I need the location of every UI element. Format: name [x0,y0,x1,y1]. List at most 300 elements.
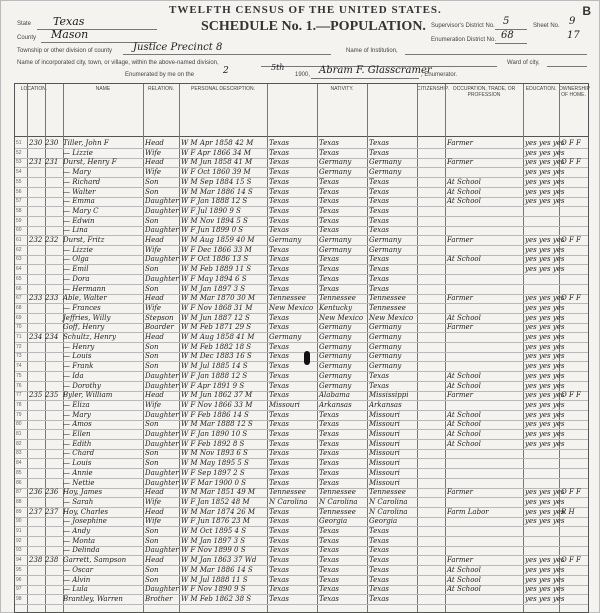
cell-name: — Emma [63,197,95,206]
cell-edu: yes yes yes [525,245,565,254]
cell-desc: W M May 1895 5 S [181,459,249,468]
cell-place: Texas [269,342,289,351]
cell-line: 77 [16,392,22,399]
cell-line: 81 [16,431,22,437]
cell-house: 231 [29,158,43,167]
cell-desc: W M Mar 1888 12 S [181,420,253,429]
cell-occ: At School [447,430,481,438]
cell-place: Texas [269,352,289,361]
cell-place: Texas [269,139,289,147]
cell-desc: W F Mar 1900 0 S [181,478,246,487]
cell-line: 91 [16,528,22,534]
cell-place: Texas [269,556,289,565]
cell-rel: Head [145,507,164,516]
cell-line: 78 [16,401,22,408]
cell-mother: Texas [369,565,389,574]
cell-line: 71 [16,334,22,340]
cell-rel: Head [145,488,164,497]
cell-place: Texas [269,313,289,322]
table-row [15,556,588,565]
cell-line: 75 [16,372,22,379]
cell-line: 85 [16,469,22,476]
cell-desc: W F Oct 1886 13 S [181,255,249,264]
cell-rel: Son [145,449,159,458]
cell-mother: Texas [369,206,389,215]
cell-place: Texas [269,546,289,555]
cell-place: Texas [269,468,289,477]
enumerator-line [311,78,419,79]
cell-desc: W M Mar 1874 26 M [181,507,256,516]
cell-place: Texas [269,255,289,264]
cell-father: Texas [319,478,339,487]
cell-place: Texas [269,565,289,574]
cell-place: Texas [269,507,289,516]
table-row [15,149,588,158]
cell-rel: Daughter [145,430,179,438]
cell-edu: yes yes yes [525,565,565,574]
cell-occ: At School [447,585,481,594]
table-row [15,246,588,255]
cell-name: — Ellen [63,430,91,438]
group-personal: PERSONAL DESCRIPTION. [191,86,255,92]
institution-label: Name of Institution, [346,48,398,54]
cell-rel: Head [145,294,164,303]
cell-desc: W F Sep 1897 2 S [181,468,245,477]
cell-rel: Head [145,333,164,341]
cell-rel: Daughter [145,478,179,487]
cell-place: Texas [269,197,289,206]
cell-mother: Missouri [369,468,400,477]
ward-line [547,66,587,67]
cell-line: 95 [16,566,22,573]
cell-rel: Head [145,139,164,147]
cell-occ: Farmer [447,323,474,332]
county-label: County [17,35,37,41]
cell-father: Texas [319,148,339,157]
cell-occ: At School [447,255,481,264]
cell-rel: Daughter [145,439,179,448]
cell-place: Texas [269,527,289,535]
cell-name: — Monta [63,536,96,545]
cell-place: Texas [269,536,289,545]
cell-fam: 235 [45,391,59,400]
cell-mother: N Carolina [369,497,408,506]
cell-desc: W F Nov 1890 9 S [181,585,246,594]
cell-place: Texas [269,158,289,167]
cell-rel: Son [145,575,159,584]
table-row [15,314,588,323]
cell-father: N Carolina [319,497,358,506]
cell-name: — Delinda [63,546,100,555]
cell-line: 93 [16,547,22,554]
cell-name: — Mary [63,410,91,419]
cell-rel: Son [145,362,159,371]
cell-own: O F F [561,139,581,147]
table-header [15,84,588,137]
cell-father: Texas [319,274,339,283]
cell-edu: yes yes yes [525,158,565,167]
table-row [15,517,588,526]
cell-desc: W F Jun 1899 0 S [181,226,244,235]
township-line [123,54,331,55]
cell-name: — Walter [63,187,96,196]
cell-edu: yes yes yes [525,391,565,400]
cell-line: 97 [16,586,22,593]
cell-line: 98 [16,595,22,602]
cell-rel: Wife [145,303,162,312]
cell-desc: W F Jan 1852 48 M [181,497,250,506]
cell-rel: Daughter [145,226,179,235]
cell-edu: yes yes yes [525,362,565,371]
cell-desc: W M Dec 1883 16 S [181,352,252,361]
cell-fam: 234 [45,333,59,341]
group-education: EDUCATION. [525,86,557,92]
cell-line: 67 [16,295,22,302]
cell-mother: Missouri [369,449,400,458]
cell-line: 56 [16,188,22,195]
sheet-no-label: Sheet No. [533,23,560,29]
cell-place: Texas [269,226,289,235]
cell-place: Texas [269,284,289,293]
cell-desc: W F Nov 1899 0 S [181,546,246,555]
cell-rel: Son [145,216,159,225]
enumerated-label: Enumerated by me on the [125,72,195,78]
cell-desc: W M Nov 1894 5 S [181,216,248,225]
cell-line: 54 [16,169,22,176]
cell-line: 69 [16,314,22,321]
cell-mother: Tennessee [369,294,406,303]
cell-desc: W M Jun 1862 37 M [181,391,253,400]
cell-father: Kentucky [319,303,353,312]
ward-label: Ward of city, [507,60,540,66]
cell-mother: New Mexico [369,313,414,322]
cell-rel: Son [145,459,159,468]
cell-house: 237 [29,507,43,516]
cell-fam: 231 [45,158,59,167]
cell-name: — Ida [63,371,84,380]
cell-place: Texas [269,449,289,458]
census-table [14,83,589,613]
cell-place: Texas [269,168,289,177]
table-row [15,139,588,148]
cell-mother: Germany [369,323,402,332]
cell-mother: Missouri [369,439,400,448]
cell-father: Texas [319,439,339,448]
table-row [15,207,588,216]
cell-line: 60 [16,227,22,234]
cell-place: Texas [269,371,289,380]
cell-name: — Nettie [63,478,95,487]
cell-desc: W M Jan 1897 3 S [181,536,246,545]
enumerated-year: 1900, [295,72,311,78]
table-row [15,275,588,284]
cell-edu: yes yes yes [525,410,565,419]
cell-name: — Sarah [63,497,94,506]
cell-father: Texas [319,430,339,438]
cell-line: 89 [16,508,22,515]
cell-place: Texas [269,206,289,215]
cell-place: Texas [269,410,289,419]
cell-mother: Missouri [369,410,400,419]
cell-place: New Mexico [269,303,314,312]
cell-name: — Chard [63,449,95,458]
cell-line: 55 [16,178,22,185]
cell-father: Texas [319,216,339,225]
cell-father: Germany [319,333,352,341]
cell-name: — Lizzie [63,148,93,157]
cell-place: Germany [269,236,302,244]
cell-father: Tennessee [319,507,356,516]
cell-father: Texas [319,187,339,196]
cell-line: 53 [16,159,22,166]
cell-name: Durst, Henry F [63,158,117,167]
cell-father: Texas [319,197,339,206]
table-row [15,576,588,585]
table-row [15,459,588,468]
cell-rel: Stepson [145,313,174,322]
cell-name: Byler, William [63,391,113,400]
table-row [15,178,588,187]
cell-edu: yes yes yes [525,517,565,526]
cell-mother: Missouri [369,420,400,429]
cell-line: 88 [16,498,22,505]
cell-name: — Lina [63,226,88,235]
cell-desc: W M Jan 1897 3 S [181,284,246,293]
cell-occ: Farmer [447,158,474,167]
cell-mother: Germany [369,245,402,254]
cell-rel: Wife [145,245,162,254]
cell-rel: Daughter [145,585,179,594]
cell-mother: Texas [369,197,389,206]
cell-fam: 237 [45,507,59,516]
table-row [15,304,588,313]
cell-father: Texas [319,565,339,574]
cell-desc: W F Nov 1866 33 M [181,400,253,409]
table-row [15,537,588,546]
cell-name: — Oscar [63,565,93,574]
cell-mother: N Carolina [369,507,408,516]
cell-desc: W F Dec 1866 33 M [181,245,252,254]
table-row [15,333,588,342]
cell-line: 66 [16,285,22,292]
cell-line: 87 [16,489,22,496]
cell-name: — Dorothy [63,381,101,390]
cell-mother: Texas [369,284,389,293]
table-row [15,430,588,439]
cell-desc: W M Jan 1863 37 Wd [181,556,257,565]
township-label: Township or other division of county [17,48,113,54]
cell-father: Texas [319,284,339,293]
cell-rel: Head [145,556,164,565]
cell-father: Texas [319,449,339,458]
cell-name: Tiller, John F [63,139,109,147]
cell-edu: yes yes yes [525,585,565,594]
cell-father: Texas [319,585,339,594]
cell-occ: Farmer [447,556,474,565]
table-row [15,420,588,429]
table-row [15,265,588,274]
cell-fam: 232 [45,236,59,244]
cell-name: Hoy, James [63,488,103,497]
cell-line: 84 [16,460,22,467]
cell-occ: At School [447,420,481,429]
table-row [15,527,588,536]
cell-name: — Louis [63,352,92,361]
cell-place: Tennessee [269,488,306,497]
cell-house: 238 [29,556,43,565]
cell-name: Jeffries, Willy [63,313,111,322]
cell-place: N Carolina [269,497,308,506]
cell-father: Texas [319,206,339,215]
cell-line: 90 [16,518,22,525]
cell-rel: Head [145,236,164,244]
cell-edu: yes yes yes [525,381,565,390]
cell-occ: At School [447,197,481,206]
cell-rel: Wife [145,148,162,157]
cell-desc: W M Feb 1862 38 S [181,594,252,603]
cell-own: O F F [561,236,581,244]
cell-father: Germany [319,381,352,390]
cell-edu: yes yes yes [525,148,565,157]
cell-occ: At School [447,410,481,419]
cell-own: O F F [561,391,581,400]
cell-rel: Son [145,536,159,545]
cell-name: — Lula [63,585,88,594]
cell-edu: yes yes yes [525,430,565,438]
cell-place: Texas [269,362,289,371]
cell-place: Texas [269,439,289,448]
cell-desc: W F Feb 1886 14 S [181,410,249,419]
cell-place: Texas [269,517,289,526]
cell-occ: At School [447,439,481,448]
cell-line: 63 [16,256,22,263]
enumeration-district-label: Enumeration District No. [431,37,497,43]
cell-father: Texas [319,265,339,274]
cell-place: Texas [269,216,289,225]
cell-name: — Hermann [63,284,106,293]
cell-edu: yes yes yes [525,342,565,351]
cell-father: Germany [319,352,352,361]
enumeration-district-line [495,43,527,44]
cell-own: O F F [561,294,581,303]
cell-desc: W M Mar 1870 30 M [181,294,256,303]
cell-rel: Son [145,527,159,535]
cell-edu: yes yes yes [525,497,565,506]
cell-father: Tennessee [319,488,356,497]
cell-line: 51 [16,140,22,146]
cell-father: Texas [319,546,339,555]
cell-mother: Texas [369,546,389,555]
cell-occ: Farmer [447,391,474,400]
cell-rel: Daughter [145,410,179,419]
cell-desc: W M Apr 1858 42 M [181,139,254,147]
table-row [15,566,588,575]
cell-line: 76 [16,382,22,389]
cell-rel: Daughter [145,546,179,555]
cell-occ: Farmer [447,488,474,497]
cell-name: — Richard [63,177,101,186]
cell-desc: W M Oct 1895 4 S [181,527,247,535]
cell-occ: At School [447,381,481,390]
cell-rel: Son [145,420,159,429]
cell-father: Texas [319,139,339,147]
cell-rel: Head [145,158,164,167]
cell-occ: Farm Labor [447,507,489,516]
cell-name: — Eliza [63,400,90,409]
cell-rel: Daughter [145,381,179,390]
cell-line: 61 [16,237,22,243]
cell-father: Texas [319,468,339,477]
cell-desc: W M Aug 1858 41 M [181,333,255,341]
cell-mother: Texas [369,381,389,390]
cell-edu: yes yes yes [525,255,565,264]
cell-name: — Amos [63,420,92,429]
cell-edu: yes yes yes [525,556,565,565]
cell-own: O F F [561,556,581,565]
table-row [15,401,588,410]
cell-edu: yes yes yes [525,265,565,274]
table-row [15,158,588,167]
cell-place: Tennessee [269,294,306,303]
table-row [15,449,588,458]
supervisor-value: 5 [503,16,510,27]
cell-line: 94 [16,557,22,564]
cell-occ: At School [447,565,481,574]
cell-rel: Daughter [145,255,179,264]
table-row [15,595,588,604]
cell-name: Brantley, Warren [63,594,123,603]
cell-father: Texas [319,255,339,264]
group-nativity: NATIVITY. [330,86,354,92]
cell-father: Texas [319,527,339,535]
cell-line: 96 [16,576,22,583]
cell-father: New Mexico [319,313,364,322]
cell-name: Durst, Fritz [63,236,105,244]
cell-place: Texas [269,274,289,283]
cell-rel: Son [145,265,159,274]
cell-desc: W M Mar 1886 14 S [181,187,253,196]
cell-mother: Arkansas [369,400,402,409]
institution-line [405,54,587,55]
incorporated-label: Name of incorporated city, town, or village, within the above-named division, [17,60,219,66]
cell-father: Germany [319,168,352,177]
cell-own: O F F [561,488,581,497]
cell-name: — Frank [63,362,94,371]
table-row [15,362,588,371]
cell-father: Texas [319,556,339,565]
cell-desc: W F Jan 1890 10 S [181,430,248,438]
cell-rel: Head [145,391,164,400]
cell-mother: Mississippi [369,391,409,400]
cell-occ: Farmer [447,294,474,303]
enumeration-district-value: 68 [501,30,514,41]
table-row [15,469,588,478]
schedule-title: SCHEDULE No. 1.—POPULATION. [201,19,426,34]
cell-line: 65 [16,275,22,282]
cell-fam: 238 [45,556,59,565]
cell-edu: yes yes yes [525,488,565,497]
cell-rel: Daughter [145,197,179,206]
table-row [15,255,588,264]
table-row [15,352,588,361]
cell-rel: Daughter [145,206,179,215]
cell-occ: At School [447,177,481,186]
cell-mother: Texas [369,255,389,264]
cell-desc: W F Apr 1866 34 M [181,148,251,157]
cell-desc: W M Aug 1859 40 M [181,236,255,244]
cell-rel: Boarder [145,323,174,332]
cell-fam: 236 [45,488,59,497]
